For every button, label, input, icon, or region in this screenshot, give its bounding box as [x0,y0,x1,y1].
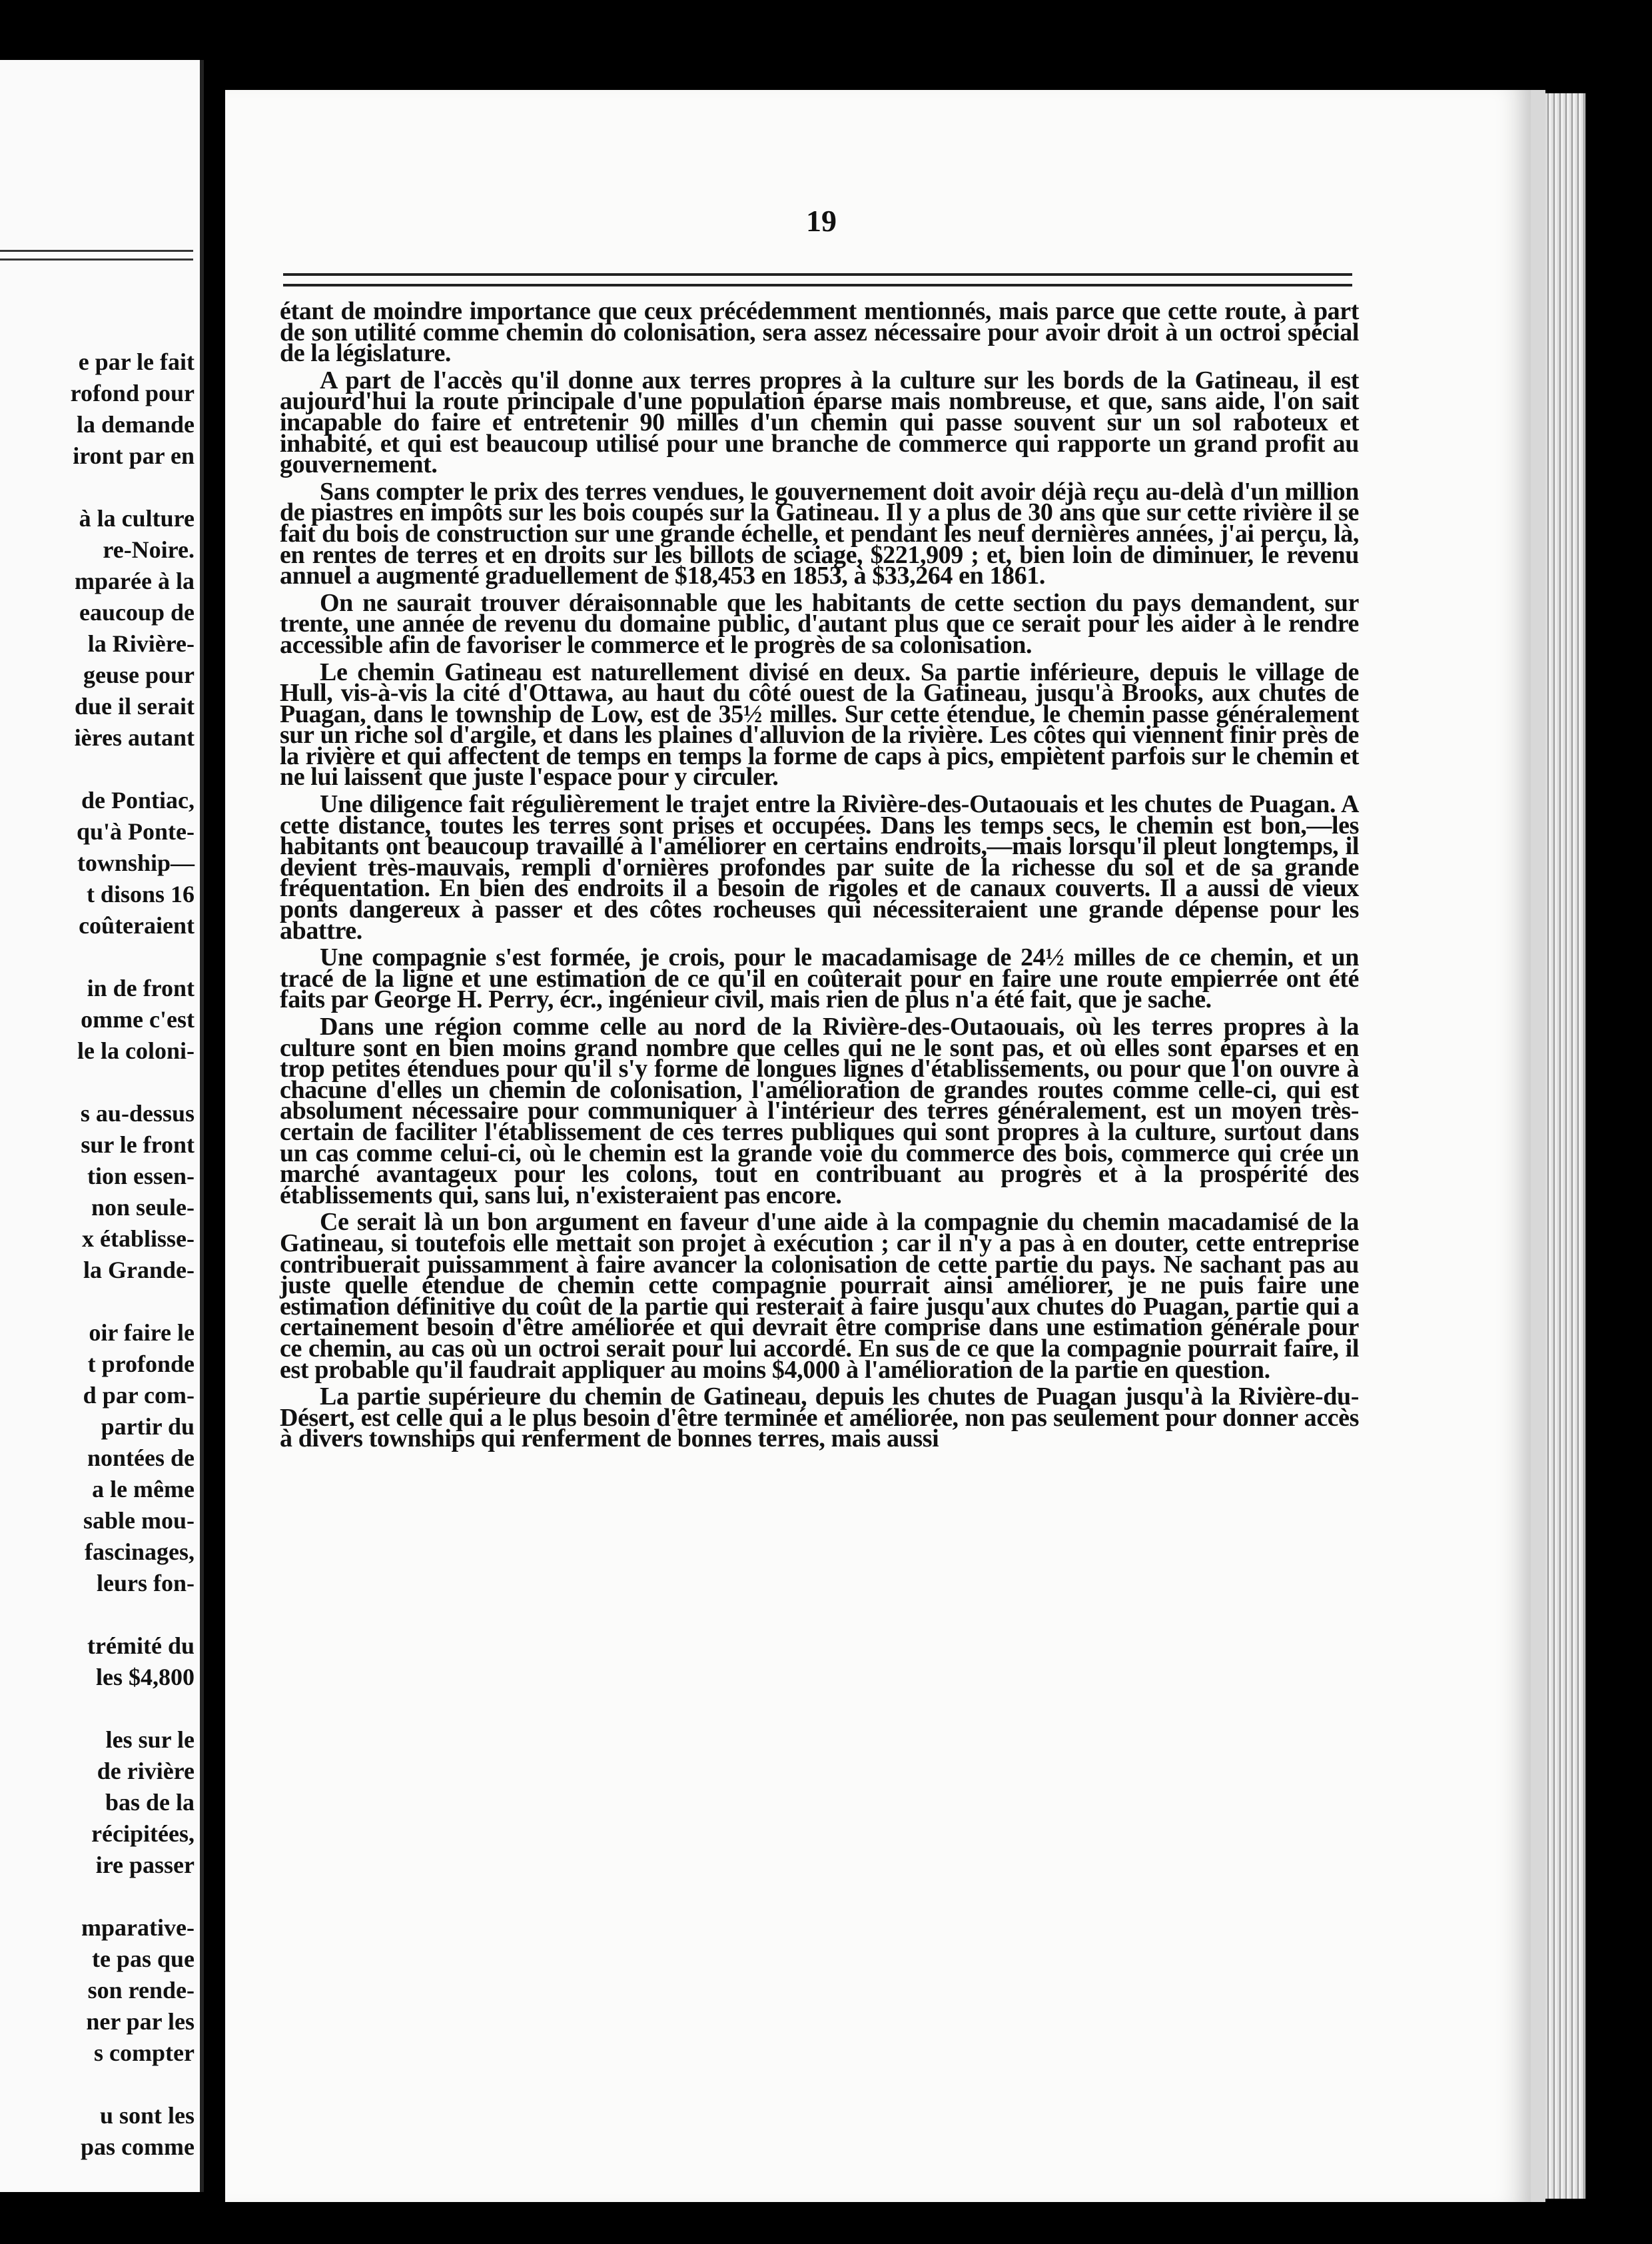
left-page-line: pas comme [81,2133,195,2160]
body-text [280,297,1359,1456]
left-page-line: e par le fait [78,348,195,375]
left-page-line [0,1067,195,1098]
left-page-line: geuse pour [83,662,195,688]
left-page-line: oir faire le [89,1319,195,1346]
left-page-line: de Pontiac, [81,787,195,814]
left-page-line: qu'à Ponte- [76,818,195,845]
left-page-line: de rivière [97,1758,195,1784]
left-page-line: t disons 16 [86,881,195,907]
paragraph: La partie supérieure du chemin de Gatineau, depuis les chutes de Puagan jusqu'à la Rivière-du-Désert, est celle qui a le plus besoin d'être terminée et améliorée, non pas seulement pour donner accès à divers townships qui renferment de bonnes terres, mais aussi [280,1383,1359,1453]
left-page-line: partir du [101,1413,195,1440]
left-page-line [0,1599,195,1630]
left-page-line: fascinages, [85,1538,195,1565]
left-page-line: u sont les [99,2102,195,2129]
paragraph: Une diligence fait régulièrement le trajet entre la Rivière-des-Outaouais et les chutes de Puagan. A cette distance, toutes les terres sont prises et occupées. Dans les temps secs, le chemin est bon,—les habitants ont beaucoup travaillé à l'améliorer en certains endroits,—mais lorsqu'il pleut longtemps, il devient très-mauvais, rempli d'ornières profondes par suite de la richesse du sol et de sa grande fréquentation. En bien des endroits il a besoin de rigoles et de canaux couverts. Il a aussi de vieux ponts dangereux à passer et des côtes rocheuses qui nécessiteraient une grande dépense pour les abattre. [280,790,1359,945]
left-page-line: ières autant [74,724,195,751]
paragraph: Ce serait là un bon argument en faveur d'une aide à la compagnie du chemin macadamisé de la Gatineau, si toutefois elle mettait son projet à exécution ; car il n'y a pas à en douter, cette entreprise contribuerait puissamment à faire avancer la colonisation de cette partie du pays. Ne sachant pas au juste quelle étendue de chemin cette compagnie pourrait ainsi améliorer, je ne puis faire une estimation définitive du coût de la partie qui resterait à faire jusqu'aux chutes do Puagan, partie qui a certainement besoin d'être améliorée et qui devrait être comprise dans une estimation générale pour ce chemin, au cas où un octroi serait pour lui accordé. En sus de ce que la compagnie pourrait faire, il est probable qu'il faudrait appliquer au moins $4,000 à l'amélioration de la partie en question. [280,1208,1359,1384]
left-page-line [0,1286,195,1317]
left-page-line: eaucoup de [79,599,195,626]
left-page [0,60,204,2192]
paragraph: Une compagnie s'est formée, je crois, pour le macadamisage de 24½ milles de ce chemin, et un tracé de la ligne et une estimation de ce qu'il en coûterait pour en faire une route empierrée ont été faits par George H. Perry, écr., ingénieur civil, mais rien de plus n'a été fait, que je sache. [280,943,1359,1014]
left-page-line [0,1693,195,1724]
left-page-line: tion essen- [87,1163,195,1189]
left-page-line [0,941,195,973]
left-page-line: omme c'est [81,1006,195,1033]
left-page-line: x établisse- [82,1225,195,1252]
left-page-line: ner par les [86,2008,195,2035]
left-page-line: township— [77,849,195,876]
paragraph: Dans une région comme celle au nord de la Rivière-des-Outaouais, où les terres propres à la culture sont en bien moins grand nombre que celles qui ne le sont pas, et où elles sont éparses et en trop petites étendues pour qu'il s'y forme de longues lignes d'établissements, ou pour que l'on ouvre à chacune d'elles un chemin de colonisation, l'amélioration de grandes routes comme celle-ci, qui est absolument nécessaire pour communiquer à l'intérieur des terres généralement, est un moyen très-certain de faciliter l'établissement de ces terres publiques qui sont propres à la culture, surtout dans un cas comme celui-ci, où le chemin est la grande voie du commerce des bois, commerce qui crée un marché avantageux pour les colons, tout en contribuant au progrès et à la prospérité des établissements qui, sans lui, n'existeraient pas encore. [280,1013,1359,1209]
left-page-line: in de front [87,975,195,1001]
paragraph: A part de l'accès qu'il donne aux terres propres à la culture sur les bords de la Gatineau, il est aujourd'hui la route principale d'une population éparse mais nombreuse, et que, sans aide, l'on sait incapable do faire et entretenir 90 milles d'un chemin qui passe souvent sur un sol raboteux et inhabité, et qui est beaucoup utilisé pour une branche de commerce qui rapporte un grand profit au gouvernement. [280,366,1359,479]
left-page-rule [0,250,193,261]
left-page-line: la Grande- [83,1257,195,1283]
left-page-line: coûteraient [79,912,195,939]
left-page-line: mparée à la [75,568,195,594]
left-page-line: s au-dessus [80,1100,195,1127]
left-page-line: trémité du [87,1632,195,1659]
left-page-line: le la coloni- [77,1037,195,1064]
left-page-line: les $4,800 [96,1664,195,1690]
left-page-text [0,346,195,2163]
paragraph: Le chemin Gatineau est naturellement divisé en deux. Sa partie inférieure, depuis le village de Hull, vis-à-vis la cité d'Ottawa, au haut du côté ouest de la Gatineau, jusqu'à Brooks, aux chutes de Puagan, dans le township de Low, est de 35½ milles. Sur cette étendue, le chemin passe généralement sur un riche sol d'argile, et dans les plaines d'alluvion de la rivière. Les côtes qui viennent finir près de la rivière et qui affectent de temps en temps la forme de caps à pics, empiètent parfois sur le chemin et ne lui laissent que juste l'espace pour y circuler. [280,658,1359,792]
left-page-line: sur le front [81,1131,195,1158]
left-page-line: re-Noire. [103,536,195,563]
left-page-line: sable mou- [83,1507,195,1534]
left-page-line: la Rivière- [87,630,195,657]
left-page-line: leurs fon- [97,1570,195,1596]
left-page-line: te pas que [91,1946,195,1972]
left-page-line [0,2069,195,2100]
paragraph: Sans compter le prix des terres vendues, le gouvernement doit avoir déjà reçu au-delà d'un million de piastres en impôts sur les bois coupés sur la Gatineau. Il y a plus de 30 ans que sur cette rivière il se fait du bois de construction sur une grande échelle, et pendant les neuf dernières années, j'ai perçu, là, en rentes de terres et en droits sur les billots de sciage, $221,909 ; et, bien loin de diminuer, le revenu annuel a augmenté graduellement de $18,453 en 1853, à $33,264 en 1861. [280,477,1359,590]
left-page-line: nontées de [87,1444,195,1471]
page-number: 19 [806,204,837,238]
paragraph: étant de moindre importance que ceux précédemment mentionnés, mais parce que cette route, à part de son utilité comme chemin do colonisation, sera assez nécessaire pour avoir droit à un octroi spécial de la législature. [280,297,1359,368]
left-page-line: due il serait [75,693,195,720]
paragraph: On ne saurait trouver déraisonnable que les habitants de cette section du pays demandent, sur trente, une année de revenu du domaine public, d'autant plus que ce serait pour les aider à le rendre accessible afin de favoriser le commerce et le progrès de sa colonisation. [280,588,1359,659]
left-page-line: iront par en [73,442,195,469]
left-page-line [0,472,195,503]
left-page-line [0,1881,195,1912]
left-page-line: récipitées, [91,1820,195,1847]
page-stack-edge [1545,93,1585,2199]
left-page-line: à la culture [79,505,195,532]
left-page-line: a le même [92,1476,195,1502]
left-page-line: les sur le [105,1726,195,1753]
left-page-line: rofond pour [70,380,195,406]
left-page-line: d par com- [83,1382,195,1408]
left-page-line: bas de la [105,1789,195,1816]
left-page-line: t profonde [87,1351,195,1377]
left-page-line [0,754,195,785]
left-page-line: ire passer [95,1852,195,1878]
left-page-line: la demande [76,411,195,438]
left-page-line: mparative- [81,1914,195,1941]
header-rule [283,273,1352,286]
left-page-line: s compter [94,2039,195,2066]
left-page-line: son rende- [87,1977,195,2003]
left-page-line: non seule- [91,1194,195,1221]
